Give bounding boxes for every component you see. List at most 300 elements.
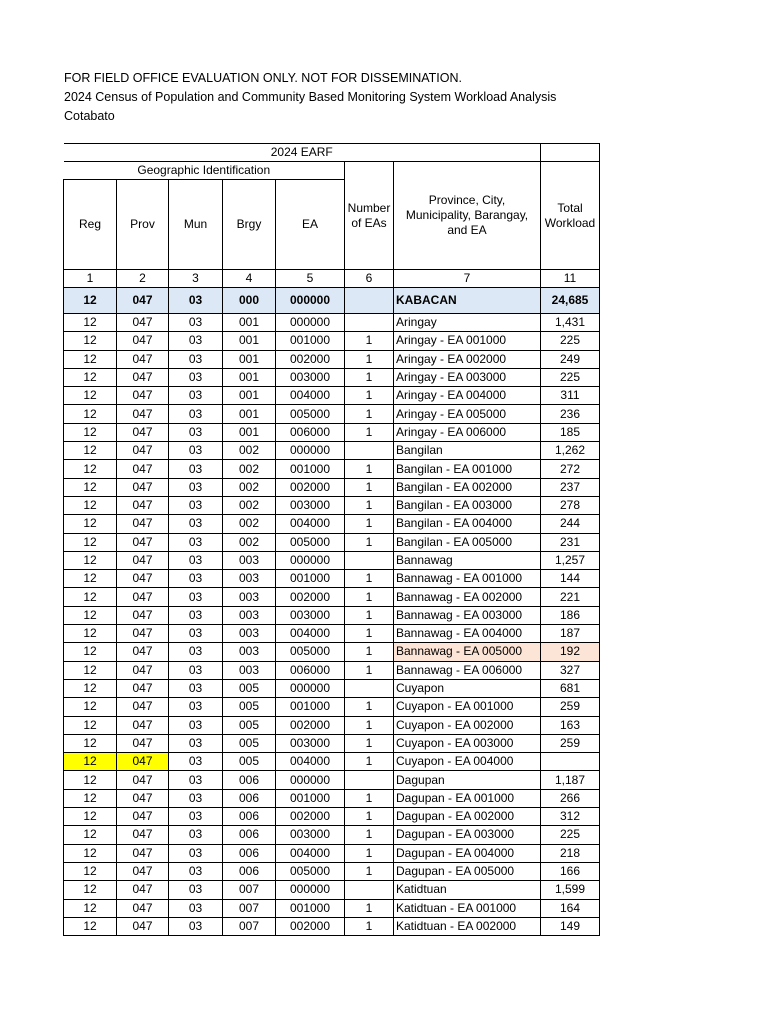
table-row — [64, 551, 600, 569]
cell-prov: 047 — [117, 899, 169, 917]
cell-name: Bannawag - EA 005000 — [394, 643, 541, 661]
cell-total: 192 — [541, 643, 600, 661]
cell-reg: 12 — [64, 679, 117, 697]
cell-num: 1 — [345, 643, 394, 661]
cell-reg: 12 — [64, 771, 117, 789]
document-header — [64, 69, 556, 126]
cell-brgy: 001 — [223, 332, 276, 350]
cell-reg: 12 — [64, 899, 117, 917]
cell-total: 149 — [541, 917, 600, 935]
cell-prov: 047 — [117, 606, 169, 624]
summary-total: 24,685 — [541, 288, 600, 314]
cell-name: Cuyapon - EA 003000 — [394, 734, 541, 752]
cell-reg: 12 — [64, 588, 117, 606]
cell-name: Bangilan - EA 002000 — [394, 478, 541, 496]
cell-name: Bangilan — [394, 442, 541, 460]
cell-name: Bangilan - EA 003000 — [394, 496, 541, 514]
cell-mun: 03 — [169, 789, 223, 807]
cell-ea: 003000 — [276, 496, 345, 514]
cell-total: 259 — [541, 734, 600, 752]
cell-mun: 03 — [169, 826, 223, 844]
cell-name: Cuyapon - EA 001000 — [394, 698, 541, 716]
cell-mun: 03 — [169, 661, 223, 679]
cell-brgy: 003 — [223, 606, 276, 624]
cell-total: 278 — [541, 496, 600, 514]
cell-total: 144 — [541, 570, 600, 588]
cell-reg: 12 — [64, 350, 117, 368]
cell-mun: 03 — [169, 368, 223, 386]
cell-mun: 03 — [169, 862, 223, 880]
cell-brgy: 006 — [223, 844, 276, 862]
table-row — [64, 387, 600, 405]
cell-brgy: 007 — [223, 917, 276, 935]
cell-brgy: 003 — [223, 625, 276, 643]
cell-brgy: 005 — [223, 679, 276, 697]
cell-prov: 047 — [117, 698, 169, 716]
cell-ea: 000000 — [276, 314, 345, 332]
cell-brgy: 001 — [223, 314, 276, 332]
col-header-number-of-eas: Number of EAs — [345, 162, 394, 270]
cell-ea: 005000 — [276, 533, 345, 551]
cell-name: Aringay - EA 005000 — [394, 405, 541, 423]
report-title: 2024 Census of Population and Community Based Monitoring System Workload Analysis — [64, 90, 557, 104]
cell-ea: 000000 — [276, 551, 345, 569]
cell-num: 1 — [345, 789, 394, 807]
cell-ea: 001000 — [276, 698, 345, 716]
cell-total: 266 — [541, 789, 600, 807]
table-row — [64, 533, 600, 551]
cell-mun: 03 — [169, 442, 223, 460]
cell-mun: 03 — [169, 332, 223, 350]
group-header-row — [64, 144, 600, 162]
cell-reg: 12 — [64, 332, 117, 350]
cell-num: 1 — [345, 387, 394, 405]
cell-name: Aringay — [394, 314, 541, 332]
cell-reg: 12 — [64, 423, 117, 441]
cell-num: 1 — [345, 698, 394, 716]
cell-ea: 004000 — [276, 844, 345, 862]
cell-name: Aringay - EA 003000 — [394, 368, 541, 386]
cell-ea: 001000 — [276, 789, 345, 807]
cell-prov: 047 — [117, 844, 169, 862]
table-row — [64, 899, 600, 917]
cell-ea: 000000 — [276, 881, 345, 899]
cell-prov: 047 — [117, 551, 169, 569]
col-number: 6 — [345, 270, 394, 288]
col-number: 3 — [169, 270, 223, 288]
cell-prov: 047 — [117, 679, 169, 697]
workload-table — [63, 143, 600, 936]
cell-ea: 001000 — [276, 899, 345, 917]
cell-mun: 03 — [169, 570, 223, 588]
col-header-mun: Mun — [169, 180, 223, 270]
cell-mun: 03 — [169, 716, 223, 734]
table-row — [64, 515, 600, 533]
cell-prov: 047 — [117, 771, 169, 789]
cell-ea: 004000 — [276, 387, 345, 405]
cell-num: 1 — [345, 661, 394, 679]
table-row — [64, 460, 600, 478]
cell-mun: 03 — [169, 460, 223, 478]
cell-mun: 03 — [169, 405, 223, 423]
cell-brgy: 003 — [223, 588, 276, 606]
cell-reg: 12 — [64, 862, 117, 880]
cell-total: 1,599 — [541, 881, 600, 899]
col-number: 7 — [394, 270, 541, 288]
cell-reg: 12 — [64, 716, 117, 734]
cell-total: 244 — [541, 515, 600, 533]
table-row — [64, 661, 600, 679]
cell-brgy: 002 — [223, 496, 276, 514]
cell-name: Bangilan - EA 001000 — [394, 460, 541, 478]
cell-name: Aringay - EA 004000 — [394, 387, 541, 405]
cell-num — [345, 881, 394, 899]
cell-total: 225 — [541, 826, 600, 844]
cell-mun: 03 — [169, 314, 223, 332]
summary-brgy: 000 — [223, 288, 276, 314]
table-row — [64, 862, 600, 880]
summary-ea: 000000 — [276, 288, 345, 314]
cell-total: 164 — [541, 899, 600, 917]
cell-num: 1 — [345, 826, 394, 844]
cell-name: Dagupan — [394, 771, 541, 789]
cell-total: 231 — [541, 533, 600, 551]
cell-mun: 03 — [169, 423, 223, 441]
disclaimer-line: FOR FIELD OFFICE EVALUATION ONLY. NOT FOR DISSEMINATION. — [64, 71, 462, 85]
cell-mun: 03 — [169, 753, 223, 771]
cell-prov: 047 — [117, 661, 169, 679]
cell-num: 1 — [345, 570, 394, 588]
table-row — [64, 496, 600, 514]
cell-mun: 03 — [169, 698, 223, 716]
cell-prov: 047 — [117, 332, 169, 350]
cell-mun: 03 — [169, 478, 223, 496]
cell-brgy: 003 — [223, 551, 276, 569]
cell-reg: 12 — [64, 826, 117, 844]
province-label: Cotabato — [64, 109, 115, 123]
cell-brgy: 003 — [223, 643, 276, 661]
cell-ea: 003000 — [276, 734, 345, 752]
cell-name: Bannawag - EA 001000 — [394, 570, 541, 588]
cell-total: 259 — [541, 698, 600, 716]
table-row — [64, 771, 600, 789]
table-row — [64, 917, 600, 935]
cell-reg: 12 — [64, 698, 117, 716]
earf-group-title: 2024 EARF — [64, 144, 541, 162]
cell-prov: 047 — [117, 808, 169, 826]
geo-identification-title: Geographic Identification — [64, 162, 345, 180]
cell-name: Dagupan - EA 002000 — [394, 808, 541, 826]
cell-num: 1 — [345, 606, 394, 624]
cell-mun: 03 — [169, 533, 223, 551]
cell-prov: 047 — [117, 753, 169, 771]
table-row — [64, 332, 600, 350]
cell-brgy: 001 — [223, 350, 276, 368]
cell-total — [541, 753, 600, 771]
cell-mun: 03 — [169, 551, 223, 569]
cell-mun: 03 — [169, 515, 223, 533]
cell-total: 237 — [541, 478, 600, 496]
cell-brgy: 006 — [223, 826, 276, 844]
cell-ea: 001000 — [276, 460, 345, 478]
cell-brgy: 003 — [223, 661, 276, 679]
cell-ea: 004000 — [276, 753, 345, 771]
cell-reg: 12 — [64, 753, 117, 771]
cell-brgy: 001 — [223, 423, 276, 441]
cell-name: Katidtuan - EA 001000 — [394, 899, 541, 917]
cell-name: Bangilan - EA 005000 — [394, 533, 541, 551]
cell-total: 249 — [541, 350, 600, 368]
summary-mun: 03 — [169, 288, 223, 314]
table-row — [64, 826, 600, 844]
cell-num: 1 — [345, 478, 394, 496]
table-row — [64, 753, 600, 771]
cell-name: Dagupan - EA 004000 — [394, 844, 541, 862]
cell-mun: 03 — [169, 496, 223, 514]
cell-num: 1 — [345, 734, 394, 752]
cell-prov: 047 — [117, 423, 169, 441]
cell-ea: 002000 — [276, 716, 345, 734]
cell-mun: 03 — [169, 625, 223, 643]
cell-brgy: 001 — [223, 387, 276, 405]
cell-reg: 12 — [64, 387, 117, 405]
cell-num: 1 — [345, 588, 394, 606]
cell-prov: 047 — [117, 716, 169, 734]
cell-ea: 006000 — [276, 423, 345, 441]
cell-name: Bannawag - EA 002000 — [394, 588, 541, 606]
cell-mun: 03 — [169, 387, 223, 405]
col-header-total-workload: Total Workload — [541, 162, 600, 270]
municipality-summary-row — [64, 288, 600, 314]
cell-brgy: 006 — [223, 771, 276, 789]
cell-prov: 047 — [117, 442, 169, 460]
cell-reg: 12 — [64, 533, 117, 551]
cell-num: 1 — [345, 423, 394, 441]
cell-brgy: 002 — [223, 460, 276, 478]
cell-name: Dagupan - EA 001000 — [394, 789, 541, 807]
cell-mun: 03 — [169, 588, 223, 606]
cell-name: Dagupan - EA 003000 — [394, 826, 541, 844]
cell-prov: 047 — [117, 862, 169, 880]
cell-total: 1,257 — [541, 551, 600, 569]
table-row — [64, 314, 600, 332]
cell-prov: 047 — [117, 314, 169, 332]
cell-name: Bannawag — [394, 551, 541, 569]
cell-num: 1 — [345, 917, 394, 935]
cell-ea: 002000 — [276, 588, 345, 606]
cell-prov: 047 — [117, 478, 169, 496]
cell-brgy: 003 — [223, 570, 276, 588]
cell-total: 187 — [541, 625, 600, 643]
cell-name: Aringay - EA 006000 — [394, 423, 541, 441]
cell-prov: 047 — [117, 515, 169, 533]
cell-num: 1 — [345, 368, 394, 386]
cell-total: 225 — [541, 332, 600, 350]
cell-reg: 12 — [64, 551, 117, 569]
cell-brgy: 002 — [223, 478, 276, 496]
cell-name: Bangilan - EA 004000 — [394, 515, 541, 533]
table-row — [64, 442, 600, 460]
cell-reg: 12 — [64, 734, 117, 752]
cell-prov: 047 — [117, 368, 169, 386]
cell-num — [345, 314, 394, 332]
cell-reg: 12 — [64, 917, 117, 935]
cell-num: 1 — [345, 862, 394, 880]
cell-prov: 047 — [117, 350, 169, 368]
cell-brgy: 001 — [223, 405, 276, 423]
cell-prov: 047 — [117, 917, 169, 935]
cell-reg: 12 — [64, 570, 117, 588]
table-row — [64, 679, 600, 697]
cell-name: Bannawag - EA 004000 — [394, 625, 541, 643]
cell-total: 311 — [541, 387, 600, 405]
cell-ea: 003000 — [276, 606, 345, 624]
cell-mun: 03 — [169, 643, 223, 661]
cell-total: 1,187 — [541, 771, 600, 789]
cell-name: Cuyapon - EA 002000 — [394, 716, 541, 734]
cell-mun: 03 — [169, 350, 223, 368]
cell-ea: 006000 — [276, 661, 345, 679]
cell-brgy: 006 — [223, 862, 276, 880]
cell-name: Aringay - EA 002000 — [394, 350, 541, 368]
cell-num — [345, 679, 394, 697]
cell-total: 1,262 — [541, 442, 600, 460]
cell-num: 1 — [345, 460, 394, 478]
cell-name: Katidtuan — [394, 881, 541, 899]
table-row — [64, 588, 600, 606]
geo-header-row — [64, 162, 600, 180]
cell-num: 1 — [345, 332, 394, 350]
column-number-row — [64, 270, 600, 288]
cell-brgy: 007 — [223, 899, 276, 917]
summary-num — [345, 288, 394, 314]
cell-prov: 047 — [117, 460, 169, 478]
col-number: 4 — [223, 270, 276, 288]
cell-prov: 047 — [117, 789, 169, 807]
cell-ea: 005000 — [276, 643, 345, 661]
cell-total: 166 — [541, 862, 600, 880]
cell-ea: 000000 — [276, 679, 345, 697]
col-header-prov: Prov — [117, 180, 169, 270]
cell-ea: 002000 — [276, 808, 345, 826]
table-row — [64, 643, 600, 661]
cell-mun: 03 — [169, 899, 223, 917]
cell-mun: 03 — [169, 881, 223, 899]
cell-ea: 001000 — [276, 332, 345, 350]
cell-prov: 047 — [117, 643, 169, 661]
cell-mun: 03 — [169, 844, 223, 862]
cell-brgy: 005 — [223, 698, 276, 716]
cell-total: 681 — [541, 679, 600, 697]
cell-total: 186 — [541, 606, 600, 624]
cell-mun: 03 — [169, 808, 223, 826]
cell-num — [345, 551, 394, 569]
table-row — [64, 350, 600, 368]
table-row — [64, 789, 600, 807]
cell-ea: 002000 — [276, 917, 345, 935]
table-row — [64, 844, 600, 862]
cell-total: 221 — [541, 588, 600, 606]
col-header-reg: Reg — [64, 180, 117, 270]
table-row — [64, 570, 600, 588]
cell-name: Aringay - EA 001000 — [394, 332, 541, 350]
cell-total: 272 — [541, 460, 600, 478]
cell-ea: 000000 — [276, 771, 345, 789]
cell-num: 1 — [345, 899, 394, 917]
cell-ea: 000000 — [276, 442, 345, 460]
table-row — [64, 881, 600, 899]
col-header-ea: EA — [276, 180, 345, 270]
cell-num: 1 — [345, 753, 394, 771]
cell-num: 1 — [345, 350, 394, 368]
cell-prov: 047 — [117, 588, 169, 606]
cell-name: Cuyapon — [394, 679, 541, 697]
cell-num: 1 — [345, 515, 394, 533]
cell-ea: 002000 — [276, 350, 345, 368]
table-row — [64, 625, 600, 643]
cell-num — [345, 771, 394, 789]
cell-brgy: 005 — [223, 753, 276, 771]
table-row — [64, 698, 600, 716]
table-row — [64, 716, 600, 734]
summary-name: KABACAN — [394, 288, 541, 314]
cell-reg: 12 — [64, 881, 117, 899]
cell-brgy: 002 — [223, 533, 276, 551]
cell-brgy: 001 — [223, 368, 276, 386]
table-row — [64, 734, 600, 752]
cell-prov: 047 — [117, 625, 169, 643]
cell-reg: 12 — [64, 808, 117, 826]
cell-prov: 047 — [117, 734, 169, 752]
cell-ea: 003000 — [276, 368, 345, 386]
table-row — [64, 423, 600, 441]
cell-num: 1 — [345, 405, 394, 423]
cell-num: 1 — [345, 844, 394, 862]
cell-ea: 002000 — [276, 478, 345, 496]
cell-reg: 12 — [64, 789, 117, 807]
summary-reg: 12 — [64, 288, 117, 314]
cell-reg: 12 — [64, 460, 117, 478]
cell-prov: 047 — [117, 826, 169, 844]
cell-name: Cuyapon - EA 004000 — [394, 753, 541, 771]
cell-mun: 03 — [169, 734, 223, 752]
cell-reg: 12 — [64, 314, 117, 332]
cell-total: 218 — [541, 844, 600, 862]
col-number: 1 — [64, 270, 117, 288]
table-row — [64, 478, 600, 496]
empty-header-cell — [541, 144, 600, 162]
cell-num: 1 — [345, 496, 394, 514]
col-number: 5 — [276, 270, 345, 288]
cell-ea: 001000 — [276, 570, 345, 588]
cell-reg: 12 — [64, 496, 117, 514]
cell-reg: 12 — [64, 515, 117, 533]
cell-name: Dagupan - EA 005000 — [394, 862, 541, 880]
cell-total: 185 — [541, 423, 600, 441]
table-row — [64, 606, 600, 624]
cell-brgy: 005 — [223, 716, 276, 734]
cell-reg: 12 — [64, 405, 117, 423]
cell-prov: 047 — [117, 881, 169, 899]
cell-reg: 12 — [64, 478, 117, 496]
cell-brgy: 006 — [223, 808, 276, 826]
cell-prov: 047 — [117, 570, 169, 588]
cell-brgy: 002 — [223, 515, 276, 533]
cell-mun: 03 — [169, 917, 223, 935]
cell-name: Bannawag - EA 006000 — [394, 661, 541, 679]
cell-prov: 047 — [117, 496, 169, 514]
cell-ea: 005000 — [276, 862, 345, 880]
